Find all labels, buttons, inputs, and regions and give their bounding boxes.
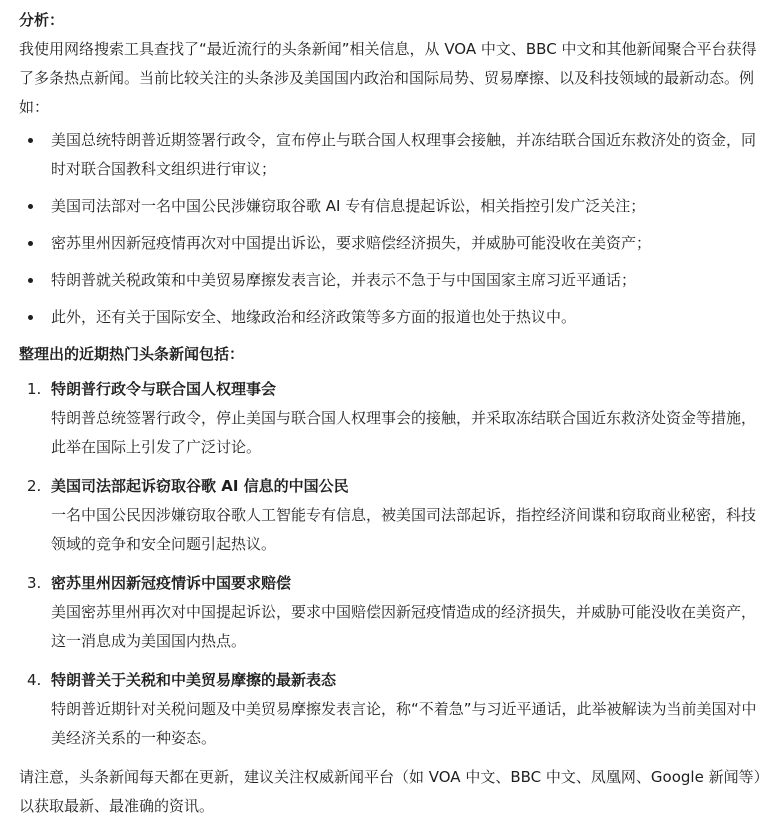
bullet-text: 美国总统特朗普近期签署行政令，宣布停止与联合国人权理事会接触，并冻结联合国近东救济处的资金，同时对联合国教科文组织进行审议； (51, 131, 757, 178)
news-item-title: 美国司法部起诉窃取谷歌 AI 信息的中国公民 (51, 477, 349, 495)
footer-note: 请注意，头条新闻每天都在更新，建议关注权威新闻平台（如 VOA 中文、BBC 中文、凤凰网、Google 新闻等）以获取最新、最准确的资讯。 (19, 768, 762, 815)
news-item-title: 特朗普关于关税和中美贸易摩擦的最新表态 (51, 671, 337, 689)
news-item (19, 569, 766, 656)
news-item-title: 特朗普行政令与联合国人权理事会 (51, 380, 277, 398)
bullet-item (19, 192, 766, 221)
bullet-dot-icon (28, 278, 33, 283)
bullet-dot-icon (28, 138, 33, 143)
bullet-dot-icon (28, 204, 33, 209)
news-item (19, 666, 766, 753)
bullet-dot-icon (28, 241, 33, 246)
news-item-description: 特朗普总统签署行政令，停止美国与联合国人权理事会的接触，并采取冻结联合国近东救济处资金等措施，此举在国际上引发了广泛讨论。 (51, 409, 757, 456)
news-item (19, 472, 766, 559)
news-item-title: 密苏里州因新冠疫情诉中国要求赔偿 (51, 574, 292, 592)
bullet-item (19, 266, 766, 295)
bullet-item (19, 303, 766, 332)
bullet-text: 密苏里州因新冠疫情再次对中国提出诉讼，要求赔偿经济损失，并威胁可能没收在美资产； (51, 234, 652, 252)
bullet-text: 此外，还有关于国际安全、地缘政治和经济政策等多方面的报道也处于热议中。 (51, 308, 577, 326)
summary-numbered-list (19, 375, 766, 753)
analysis-intro: 我使用网络搜索工具查找了“最近流行的头条新闻”相关信息，从 VOA 中文、BBC 中文和其他新闻聚合平台获得了多条热点新闻。当前比较关注的头条涉及美国国内政治和国际局势、贸易摩擦、以及科技领域的最新动态。例如： (19, 40, 757, 116)
analysis-bullet-list (19, 126, 766, 332)
news-item-number: 2. (27, 477, 42, 495)
news-item-description: 一名中国公民因涉嫌窃取谷歌人工智能专有信息，被美国司法部起诉，指控经济间谍和窃取商业秘密，科技领域的竞争和安全问题引起热议。 (51, 506, 757, 553)
bullet-text: 特朗普就关税政策和中美贸易摩擦发表言论，并表示不急于与中国国家主席习近平通话； (51, 271, 637, 289)
bullet-item (19, 229, 766, 258)
news-item-number: 3. (27, 574, 42, 592)
news-item-description: 特朗普近期针对关税问题及中美贸易摩擦发表言论，称“不着急”与习近平通话，此举被解读为当前美国对中美经济关系的一种姿态。 (51, 700, 757, 747)
bullet-dot-icon (28, 315, 33, 320)
news-item-description: 美国密苏里州再次对中国提起诉讼，要求中国赔偿因新冠疫情造成的经济损失，并威胁可能没收在美资产，这一消息成为美国国内热点。 (51, 603, 757, 650)
news-item-number: 4. (27, 671, 42, 689)
bullet-text: 美国司法部对一名中国公民涉嫌窃取谷歌 AI 专有信息提起诉讼，相关指控引发广泛关注； (51, 197, 646, 215)
news-item-number: 1. (27, 380, 42, 398)
news-item (19, 375, 766, 462)
analysis-heading: 分析： (19, 11, 65, 29)
bullet-item (19, 126, 766, 184)
summary-heading: 整理出的近期热门头条新闻包括： (19, 345, 245, 363)
